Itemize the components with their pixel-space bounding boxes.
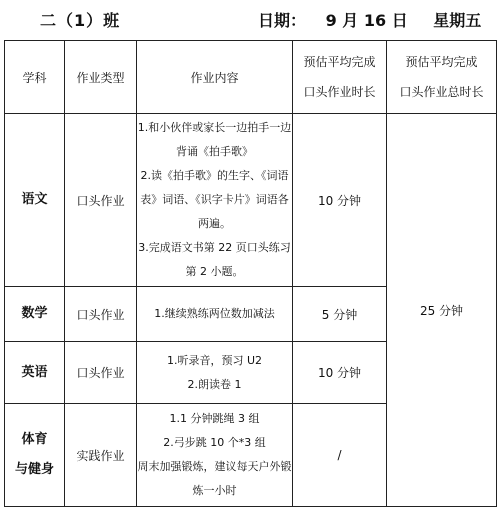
content-item: 2.弓步跳 10 个*3 组 bbox=[163, 436, 266, 449]
total-time-cell: 25 分钟 bbox=[387, 114, 497, 507]
col-header-oral-total bbox=[387, 41, 497, 114]
subject-cell bbox=[5, 404, 65, 507]
col-header-oral-time bbox=[293, 41, 387, 114]
subject-cell: 英语 bbox=[5, 342, 65, 404]
time-cell: 10 分钟 bbox=[293, 342, 387, 404]
content-cell bbox=[137, 287, 293, 342]
table-row bbox=[5, 114, 497, 287]
time-cell: 5 分钟 bbox=[293, 287, 387, 342]
subject-cell: 语文 bbox=[5, 114, 65, 287]
time-cell: / bbox=[293, 404, 387, 507]
date-block bbox=[258, 8, 481, 31]
col-header-content: 作业内容 bbox=[137, 41, 293, 114]
content-item: 周末加强锻炼，建议每天户外锻炼一小时 bbox=[137, 460, 292, 497]
content-item: 3.完成语文书第 22 页口头练习第 2 小题。 bbox=[138, 241, 291, 278]
content-item: 2.读《拍手歌》的生字、《词语表》词语、《识字卡片》词语各两遍。 bbox=[140, 169, 289, 230]
content-cell bbox=[137, 342, 293, 404]
col-header-subject: 学科 bbox=[5, 41, 65, 114]
type-cell: 口头作业 bbox=[65, 287, 137, 342]
content-item: 1.1 分钟跳绳 3 组 bbox=[169, 412, 260, 425]
content-cell bbox=[137, 404, 293, 507]
col-header-oral-total-line1: 预估平均完成 bbox=[405, 55, 478, 69]
col-header-oral-time-line2: 口头作业时长 bbox=[303, 85, 376, 99]
subject-line: 与健身 bbox=[14, 462, 54, 477]
content-item: 1.和小伙伴或家长一边拍手一边背诵《拍手歌》 bbox=[137, 121, 292, 158]
page-header bbox=[0, 0, 500, 40]
content-item: 2.朗读卷 1 bbox=[187, 377, 242, 391]
weekday: 星期五 bbox=[433, 11, 482, 30]
homework-table bbox=[4, 40, 497, 507]
time-cell: 10 分钟 bbox=[293, 114, 387, 287]
content-item: 1.听录音，预习 U2 bbox=[166, 353, 263, 367]
col-header-oral-total-line2: 口头作业总时长 bbox=[399, 85, 484, 99]
content-cell bbox=[137, 114, 293, 287]
table-header-row bbox=[5, 41, 497, 114]
subject-cell: 数学 bbox=[5, 287, 65, 342]
type-cell: 实践作业 bbox=[65, 404, 137, 507]
class-label: 二（1）班 bbox=[40, 11, 121, 30]
date-value: 9 月 16 日 bbox=[325, 11, 408, 30]
type-cell: 口头作业 bbox=[65, 114, 137, 287]
col-header-oral-time-line1: 预估平均完成 bbox=[303, 55, 376, 69]
date-label: 日期： bbox=[258, 11, 307, 30]
subject-line: 体育 bbox=[21, 432, 48, 447]
type-cell: 口头作业 bbox=[65, 342, 137, 404]
content-item: 1.继续熟练两位数加减法 bbox=[154, 307, 275, 320]
col-header-type: 作业类型 bbox=[65, 41, 137, 114]
